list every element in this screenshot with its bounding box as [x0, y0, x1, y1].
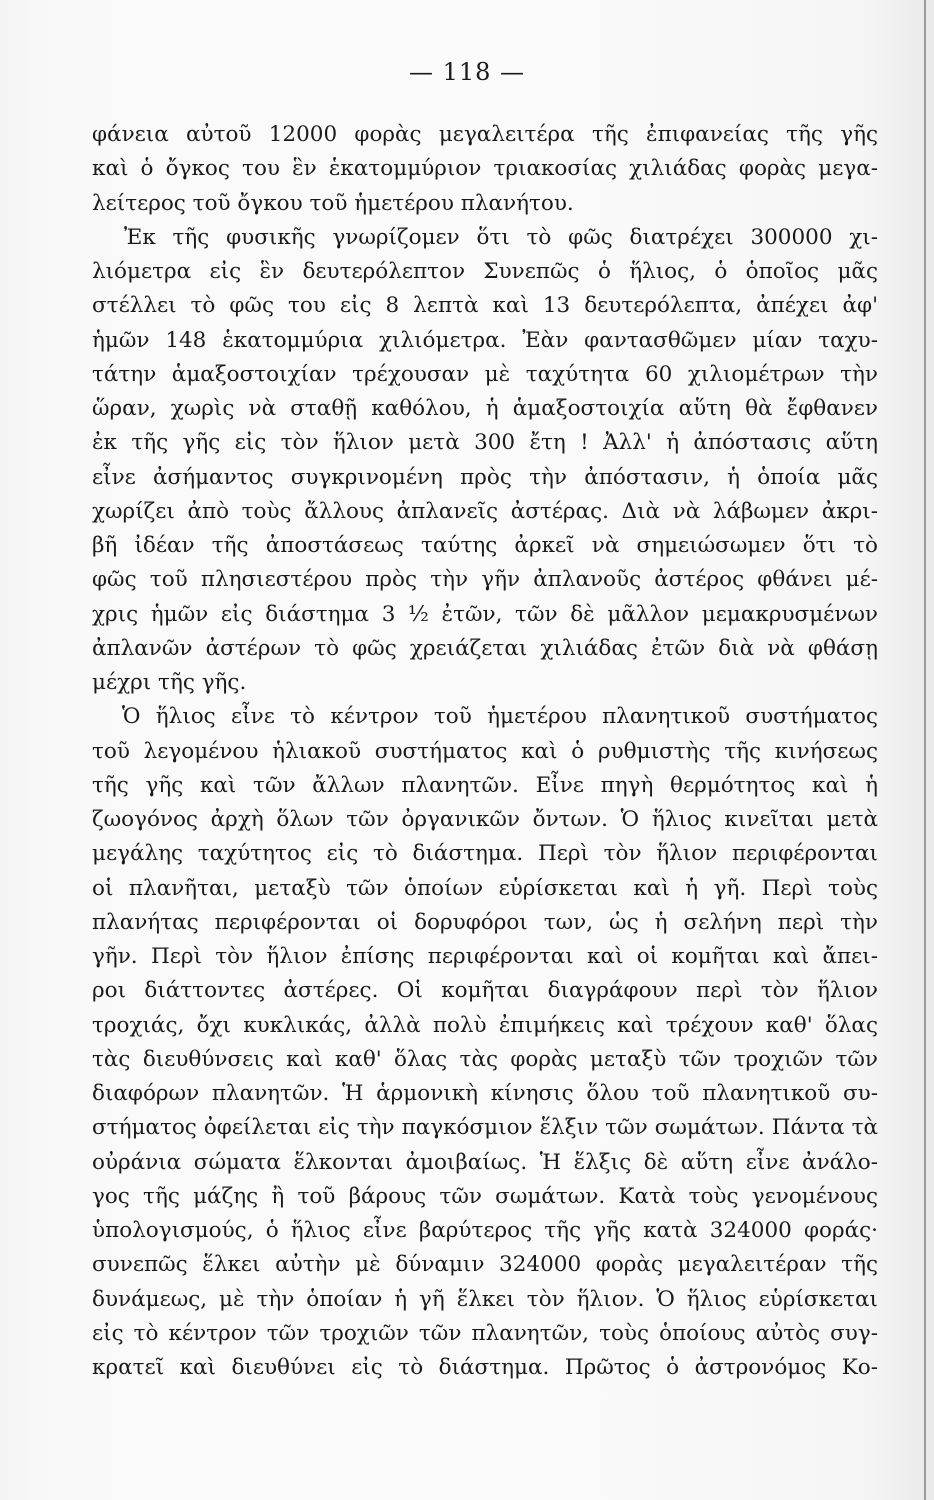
text-line: ὥραν, χωρὶς νὰ σταθῇ καθόλου, ἡ ἁμαξοστοιχία αὕτη θὰ ἔφθανεν [92, 396, 878, 421]
page-edge [924, 0, 926, 1500]
text-line: δυνάμεως, μὲ τὴν ὁποίαν ἡ γῆ ἕλκει τὸν ἥλιον. Ὁ ἥλιος εὑρίσκεται [92, 1286, 878, 1312]
text-line: στήματος ὀφείλεται εἰς τὴν παγκόσμιον ἕλξιν τῶν σωμάτων. Πάντα τὰ [92, 1115, 878, 1141]
text-line: τροχιάς, ὄχι κυκλικάς, ἀλλὰ πολὺ ἐπιμήκεις καὶ τρέχουν καθ' ὅλας [92, 1012, 878, 1038]
text-line: καὶ ὁ ὄγκος του ἓν ἑκατομμύριον τριακοσίας χιλιάδας φορὰς μεγα- [92, 156, 878, 182]
text-line: βῆ ἰδέαν τῆς ἀποστάσεως ταύτης ἀρκεῖ νὰ σημειώσωμεν ὅτι τὸ [92, 533, 878, 558]
text-line: γῆν. Περὶ τὸν ἥλιον ἐπίσης περιφέρονται καὶ οἱ κομῆται καὶ ἄπει- [92, 944, 878, 969]
text-line: Ἐκ τῆς φυσικῆς γνωρίζομεν ὅτι τὸ φῶς διατρέχει 300000 χι- [124, 224, 878, 250]
text-line: φάνεια αὐτοῦ 12000 φορὰς μεγαλειτέρα τῆς ἐπιφανείας τῆς γῆς [92, 122, 878, 147]
text-line: μεγάλης ταχύτητος εἰς τὸ διάστημα. Περὶ τὸν ἥλιον περιφέρονται [92, 841, 878, 867]
text-line: κρατεῖ καὶ διευθύνει εἰς τὸ διάστημα. Πρῶτος ὁ ἀστρονόμος Κο- [92, 1355, 878, 1380]
text-line: ἐκ τῆς γῆς εἰς τὸν ἥλιον μετὰ 300 ἔτη ! Ἀλλ' ἡ ἀπόστασις αὕτη [92, 430, 878, 456]
text-line: ἡμῶν 148 ἑκατομμύρια χιλιόμετρα. Ἐὰν φαντασθῶμεν μίαν ταχυ- [92, 327, 878, 353]
text-line: ἀπλανῶν ἀστέρων τὸ φῶς χρειάζεται χιλιάδας ἐτῶν διὰ νὰ φθάσῃ [92, 635, 878, 661]
text-line: τοῦ λεγομένου ἡλιακοῦ συστήματος καὶ ὁ ρυθμιστὴς τῆς κινήσεως [92, 738, 878, 764]
text-line: χωρίζει ἀπὸ τοὺς ἄλλους ἀπλανεῖς ἀστέρας. Διὰ νὰ λάβωμεν ἀκρι- [92, 498, 878, 524]
text-line: συνεπῶς ἕλκει αὐτὴν μὲ δύναμιν 324000 φορὰς μεγαλειτέραν τῆς [92, 1252, 878, 1278]
text-line: λείτερος τοῦ ὄγκου τοῦ ἡμετέρου πλανήτου. [92, 190, 574, 216]
text-line: διαφόρων πλανητῶν. Ἡ ἁρμονικὴ κίνησις ὅλου τοῦ πλανητικοῦ συ- [92, 1081, 878, 1106]
text-line: οἱ πλανῆται, μεταξὺ τῶν ὁποίων εὑρίσκεται καὶ ἡ γῆ. Περὶ τοὺς [92, 875, 878, 901]
page-number: — 118 — [408, 58, 526, 86]
text-line: φῶς τοῦ πλησιεστέρου πρὸς τὴν γῆν ἀπλανοῦς ἀστέρος φθάνει μέ- [92, 567, 878, 593]
text-line: οὐράνια σώματα ἕλκονται ἀμοιβαίως. Ἡ ἕλξις δὲ αὕτη εἶνε ἀνάλο- [92, 1149, 878, 1175]
text-line: ὑπολογισμούς, ὁ ἥλιος εἶνε βαρύτερος τῆς γῆς κατὰ 324000 φοράς· [92, 1218, 878, 1243]
text-line: τὰς διευθύνσεις καὶ καθ' ὅλας τὰς φορὰς μεταξὺ τῶν τροχιῶν τῶν [92, 1046, 878, 1072]
text-line: χρις ἡμῶν εἰς διάστημα 3 ½ ἐτῶν, τῶν δὲ μᾶλλον μεμακρυσμένων [92, 601, 878, 627]
text-line: μέχρι τῆς γῆς. [92, 670, 247, 695]
text-line: τάτην ἁμαξοστοιχίαν τρέχουσαν μὲ ταχύτητα 60 χιλιομέτρων τὴν [92, 361, 878, 387]
text-line: Ὁ ἥλιος εἶνε τὸ κέντρον τοῦ ἡμετέρου πλανητικοῦ συστήματος [122, 704, 878, 730]
text-line: εἰς τὸ κέντρον τῶν τροχιῶν τῶν πλανητῶν, τοὺς ὁποίους αὐτὸς συγ- [92, 1320, 878, 1346]
text-line: ροι διάττοντες ἀστέρες. Οἱ κομῆται διαγράφουν περὶ τὸν ἥλιον [92, 978, 878, 1004]
text-line: τῆς γῆς καὶ τῶν ἄλλων πλανητῶν. Εἶνε πηγὴ θερμότητος καὶ ἡ [92, 772, 878, 798]
body-text [92, 118, 878, 1385]
text-line: γος τῆς μάζης ἢ τοῦ βάρους τῶν σωμάτων. Κατὰ τοὺς γενομένους [92, 1183, 878, 1209]
text-line: λιόμετρα εἰς ἓν δευτερόλεπτον Συνεπῶς ὁ ἥλιος, ὁ ὁποῖος μᾶς [92, 259, 878, 284]
text-line: πλανήτας περιφέρονται οἱ δορυφόροι των, ὡς ἡ σελήνη περὶ τὴν [92, 909, 878, 935]
text-line: στέλλει τὸ φῶς του εἰς 8 λεπτὰ καὶ 13 δευτερόλεπτα, ἀπέχει ἀφ' [92, 293, 878, 319]
text-line: ζωογόνος ἀρχὴ ὅλων τῶν ὀργανικῶν ὄντων. Ὁ ἥλιος κινεῖται μετὰ [92, 807, 878, 832]
text-line: εἶνε ἀσήμαντος συγκρινομένη πρὸς τὴν ἀπόστασιν, ἡ ὁποία μᾶς [92, 464, 878, 490]
